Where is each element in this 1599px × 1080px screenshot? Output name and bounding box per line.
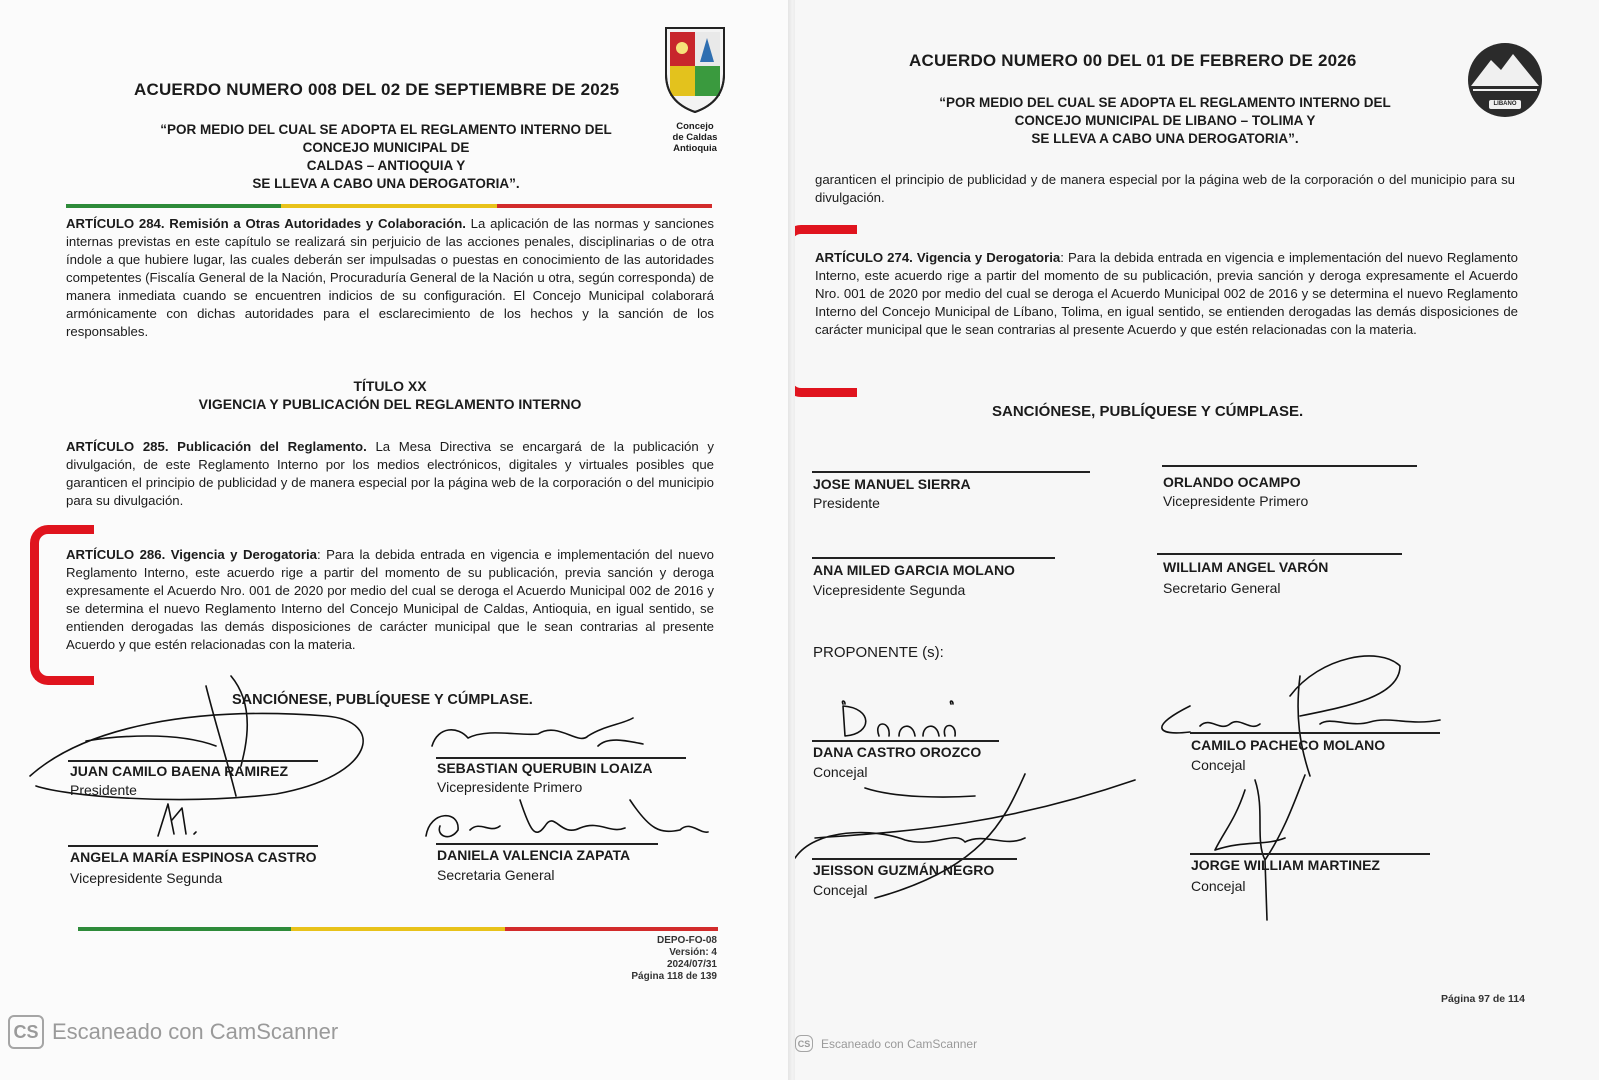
signer-role: Vicepresidente Segunda — [70, 870, 223, 886]
shield-icon — [660, 22, 730, 114]
left-doc-title: ACUERDO NUMERO 008 DEL 02 DE SEPTIEMBRE DE 2025 — [134, 80, 620, 99]
signer-name: ANGELA MARÍA ESPINOSA CASTRO — [70, 849, 317, 865]
proponent-role: Concejal — [813, 882, 868, 898]
proponent-name: CAMILO PACHECO MOLANO — [1191, 737, 1386, 753]
page-number: Página 97 de 114 — [1440, 993, 1525, 1005]
signer-role: Vicepresidente Segunda — [813, 582, 966, 598]
signature-line — [812, 858, 1017, 860]
camscanner-watermark: CS Escaneado con CamScanner — [8, 1015, 338, 1049]
signature-line — [1190, 732, 1440, 734]
mountain-seal-icon — [1465, 40, 1545, 120]
document-footer: DEPO-FO-08 Versión: 4 2024/07/31 Página 118 de 139 — [631, 935, 717, 982]
camscanner-icon: CS — [8, 1015, 44, 1049]
titulo-heading: TÍTULO XX VIGENCIA Y PUBLICACIÓN DEL REGLAMENTO INTERNO — [198, 378, 582, 412]
signature-line — [1157, 553, 1402, 555]
signer-name: ORLANDO OCAMPO — [1163, 474, 1301, 490]
article-286: ARTÍCULO 286. Vigencia y Derogatoria: Para la debida entrada en vigencia e implementación del nuevo Reglamento Interno, este acuerdo rige a partir del momento de su publicación, previa sanción y deroga expresamente el Acuerdo Nro. 001 de 2020 por medio del cual se deroga el Acuerdo Municipal 002 de 2016 y se determina el nuevo Reglamento Interno del Concejo Municipal de Caldas, Antioquia, en igual sentido, se entienden derogadas las demás disposiciones de carácter municipal que le sean contrarias al presente Acuerdo y que estén relacionadas con la materia. — [66, 547, 715, 652]
signature-querubin — [428, 716, 648, 756]
article-274: ARTÍCULO 274. Vigencia y Derogatoria: Para la debida entrada en vigencia e implementación del nuevo Reglamento Interno, este acuerdo rige a partir del momento de su publicación, previa sanción y deroga expresamente el Acuerdo Nro. 001 de 2020 por medio del cual se deroga el Acuerdo Municipal 002 de 2016 y se determina el nuevo Reglamento Interno del Concejo Municipal de Líbano, Tolima, en igual sentido, se entienden derogadas las demás disposiciones de carácter municipal que le sean contrarias al presente Acuerdo y que estén relacionadas con la materia. — [815, 250, 1519, 337]
signature-line — [812, 740, 999, 742]
left-document-page — [0, 0, 790, 1080]
signature-line — [68, 845, 318, 847]
right-document-page — [795, 0, 1599, 1080]
camscanner-icon: CS — [795, 1035, 813, 1052]
signature-jorge — [1195, 770, 1315, 920]
flag-stripe-top — [66, 204, 712, 208]
signer-role: Presidente — [70, 782, 137, 798]
signature-line — [436, 757, 686, 759]
left-doc-subtitle: “POR MEDIO DEL CUAL SE ADOPTA EL REGLAMENTO INTERNO DEL CONCEJO MUNICIPAL DE CALDAS – ANTIOQUIA Y SE LLEVA A CABO UNA DEROGATORIA”. — [160, 122, 612, 191]
carryover-paragraph: garanticen el principio de publicidad y de manera especial por la página web de la corporación o del municipio para su divulgación. — [815, 172, 1515, 205]
signer-role: Presidente — [813, 495, 880, 511]
caldas-coat-of-arms-logo: Concejo de Caldas Antioquia — [660, 22, 730, 150]
signer-name: SEBASTIAN QUERUBIN LOAIZA — [437, 760, 653, 776]
signature-line — [1190, 853, 1430, 855]
signature-valencia — [420, 790, 710, 850]
flag-stripe-bottom — [78, 927, 718, 931]
sancion-text: SANCIÓNESE, PUBLÍQUESE Y CÚMPLASE. — [992, 403, 1304, 420]
proponentes-label: PROPONENTE (s): — [813, 644, 944, 661]
proponent-role: Concejal — [813, 764, 868, 780]
proponent-name: DANA CASTRO OROZCO — [813, 744, 982, 760]
signer-role: Secretario General — [1163, 580, 1281, 596]
signature-line — [812, 557, 1055, 559]
signer-role: Secretaria General — [437, 867, 555, 883]
signer-name: ANA MILED GARCIA MOLANO — [813, 562, 1015, 578]
proponent-name: JORGE WILLIAM MARTINEZ — [1191, 857, 1380, 873]
signature-line — [68, 760, 318, 762]
signature-line — [436, 843, 658, 845]
article-285: ARTÍCULO 285. Publicación del Reglamento. La Mesa Directiva se encargará de la publicación y divulgación, de este Reglamento Interno por los medios electrónicos, digitales y virtuales posibles que garanticen el principio de publicidad y de manera especial por la página web de la corporación o del municipio para su divulgación. — [66, 439, 714, 508]
signature-line — [812, 471, 1090, 473]
signer-name: JUAN CAMILO BAENA RAMIREZ — [70, 763, 289, 779]
signer-name: WILLIAM ANGEL VARÓN — [1163, 559, 1329, 575]
proponent-name: JEISSON GUZMÁN NEGRO — [813, 862, 995, 878]
right-doc-title: ACUERDO NUMERO 00 DEL 01 DE FEBRERO DE 2026 — [909, 51, 1357, 70]
sancion-text: SANCIÓNESE, PUBLÍQUESE Y CÚMPLASE. — [232, 692, 533, 708]
libano-seal-logo: LIBANO — [1465, 40, 1545, 120]
signature-dana — [833, 700, 963, 742]
right-doc-subtitle: “POR MEDIO DEL CUAL SE ADOPTA EL REGLAMENTO INTERNO DEL CONCEJO MUNICIPAL DE LIBANO – TOLIMA Y SE LLEVA A CABO UNA DEROGATORIA”. — [939, 95, 1391, 146]
signer-name: DANIELA VALENCIA ZAPATA — [437, 847, 631, 863]
signature-line — [1162, 465, 1417, 467]
article-284: ARTÍCULO 284. Remisión a Otras Autoridades y Colaboración. La aplicación de las normas y sanciones internas previstas en este capítulo se realizará sin perjuicio de las acciones penales, disciplinarias o de otra índole a que hubiere lugar, las cuales deberán ser impulsadas o puestas en conocimiento de las autoridades competentes (Fiscalía General de la Nación, Procuraduría General de la Nación u otra, según corresponda) de manera inmediata cuando se encuentren indicios de su configuración. El Concejo Municipal colaborará armónicamente con dichas autoridades para el esclarecimiento de los hechos y la sanción de los responsables. — [66, 216, 715, 339]
proponent-role: Concejal — [1191, 757, 1246, 773]
signature-espinosa — [150, 800, 210, 840]
signer-name: JOSE MANUEL SIERRA — [813, 476, 971, 492]
signer-role: Vicepresidente Primero — [437, 779, 583, 795]
signer-role: Vicepresidente Primero — [1163, 493, 1309, 509]
proponent-role: Concejal — [1191, 878, 1246, 894]
camscanner-watermark: CS Escaneado con CamScanner — [795, 1035, 977, 1052]
